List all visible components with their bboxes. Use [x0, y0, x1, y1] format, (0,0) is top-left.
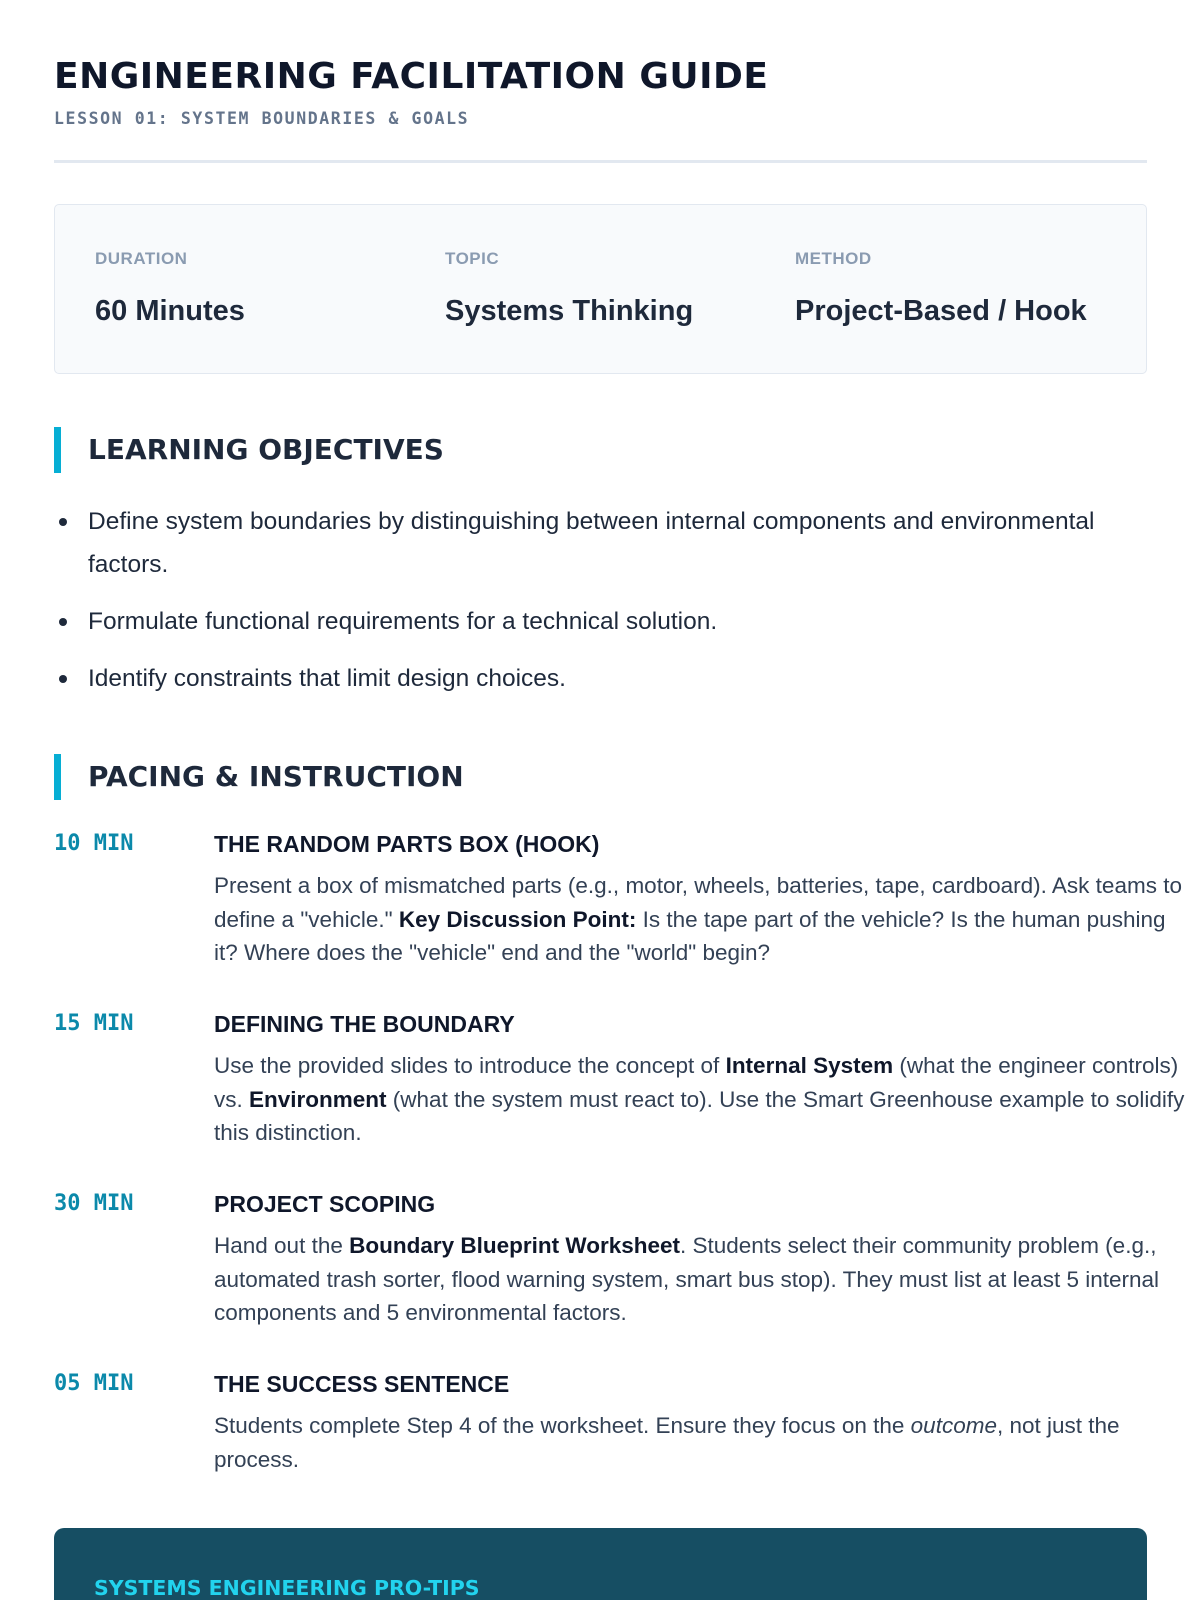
- step-body: [214, 1011, 1189, 1150]
- meta-topic: [445, 249, 693, 328]
- step-title: THE RANDOM PARTS BOX (HOOK): [214, 831, 600, 857]
- list-item: Formulate functional requirements for a technical solution.: [54, 600, 1147, 643]
- objectives-heading: LEARNING OBJECTIVES: [54, 427, 444, 473]
- step-title: THE SUCCESS SENTENCE: [214, 1371, 510, 1397]
- step-description: [214, 869, 1189, 970]
- desc-emphasis: Internal System: [725, 1053, 894, 1078]
- step-body: [214, 1371, 1189, 1476]
- step-title: PROJECT SCOPING: [214, 1191, 436, 1217]
- lesson-meta-card: [54, 204, 1147, 374]
- meta-duration: [95, 249, 245, 328]
- step-description: [214, 1049, 1189, 1150]
- desc-text: Present a box of mismatched parts (e.g., motor, wheels, batteries, tape, cardboard). Ask teams to define a "vehicle.": [214, 873, 1182, 932]
- desc-text: Use the provided slides to introduce the concept of: [214, 1053, 726, 1078]
- desc-text: Hand out the: [214, 1233, 350, 1258]
- page-title: ENGINEERING FACILITATION GUIDE: [54, 56, 769, 97]
- pacing-heading: PACING & INSTRUCTION: [54, 754, 464, 800]
- step-title: DEFINING THE BOUNDARY: [214, 1011, 515, 1037]
- step-body: [214, 1191, 1189, 1330]
- list-item: Identify constraints that limit design choices.: [54, 657, 1147, 700]
- step-description: [214, 1409, 1189, 1476]
- step-description: [214, 1229, 1189, 1330]
- meta-label: DURATION: [95, 249, 188, 268]
- meta-method: [795, 249, 1087, 328]
- meta-value: Systems Thinking: [445, 295, 694, 327]
- desc-text: Students complete Step 4 of the worksheet. Ensure they focus on the: [214, 1413, 911, 1438]
- meta-value: Project-Based / Hook: [795, 295, 1087, 327]
- desc-emphasis: Boundary Blueprint Worksheet: [349, 1233, 680, 1258]
- step-duration: 15 MIN: [54, 1011, 134, 1036]
- desc-emphasis: Key Discussion Point:: [398, 906, 637, 932]
- objectives-list: [54, 500, 1147, 714]
- desc-emphasis: Environment: [249, 1086, 387, 1112]
- desc-text: Is the tape part of the vehicle? Is the human pushing it? Where does the "vehicle" end and the "world" begin?: [214, 906, 1166, 965]
- lesson-subtitle: LESSON 01: SYSTEM BOUNDARIES & GOALS: [54, 109, 470, 128]
- header-divider: [54, 160, 1147, 163]
- meta-label: TOPIC: [445, 249, 500, 268]
- desc-text: (what the system must react to). Use the Smart Greenhouse example to solidify this distinction.: [214, 1086, 1185, 1145]
- desc-text: . Students select their community problem (e.g., automated trash sorter, flood warning system, smart bus stop). They must list at least 5 internal components and 5 environmental factors.: [214, 1233, 1159, 1325]
- meta-value: 60 Minutes: [95, 295, 245, 327]
- pro-tips-card: [54, 1528, 1147, 1600]
- pro-tips-title: SYSTEMS ENGINEERING PRO-TIPS: [94, 1576, 480, 1600]
- step-duration: 10 MIN: [54, 831, 134, 856]
- step-body: [214, 831, 1189, 970]
- desc-text: , not just the process.: [214, 1413, 1120, 1472]
- meta-label: METHOD: [795, 249, 872, 268]
- desc-italic: outcome: [910, 1413, 997, 1438]
- desc-text: (what the engineer controls) vs.: [214, 1053, 1179, 1112]
- step-duration: 05 MIN: [54, 1371, 134, 1396]
- step-duration: 30 MIN: [54, 1191, 134, 1216]
- list-item: Define system boundaries by distinguishing between internal components and environmental factors.: [54, 500, 1147, 586]
